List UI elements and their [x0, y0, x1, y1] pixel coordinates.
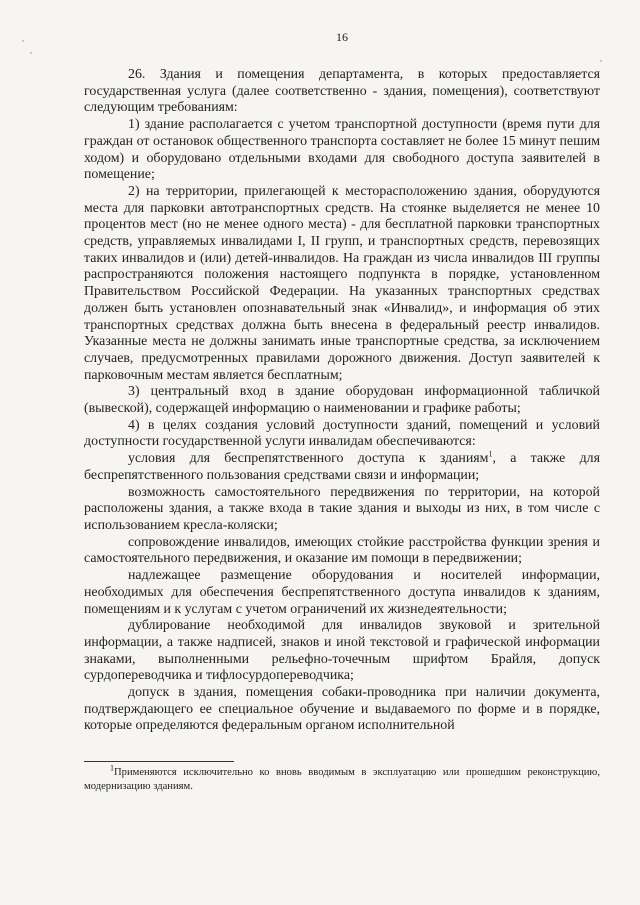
- conditions-lead: условия для беспрепятственного доступа к зданиям: [128, 451, 489, 467]
- footnote-divider: [84, 761, 234, 762]
- paragraph-item-4: 4) в целях создания условий доступности зданий, помещений и условий доступности государственной услуги инвалидам обеспечиваются:: [84, 417, 600, 450]
- paragraph-conditions: [84, 451, 600, 484]
- paragraph-movement: возможность самостоятельного передвижения по территории, на которой расположены здания, а также входа в такие здания и выходы из них, в том числе с использованием кресла-коляски;: [84, 484, 600, 533]
- paragraph-duplication: дублирование необходимой для инвалидов звуковой и зрительной информации, а также надписей, знаков и иной текстовой и графической информации знаками, выполненными рельефно-точечным шрифтом Брайля, допуск сурдопереводчика и тифлосурдопереводчика;: [84, 618, 600, 684]
- footnote-mark: 1: [110, 763, 114, 773]
- scan-speck: [22, 40, 24, 42]
- page-number: 16: [336, 30, 348, 44]
- footnote: [84, 763, 600, 793]
- paragraph-guide-dog: допуск в здания, помещения собаки-проводника при наличии документа, подтверждающего ее специальное обучение и выдаваемого по форме и в порядке, которые определяются федеральным органом исполнительной: [84, 685, 600, 734]
- scan-speck: [600, 60, 602, 62]
- paragraph-item-3: 3) центральный вход в здание оборудован информационной табличкой (вывеской), содержащей информацию о наименовании и графике работы;: [84, 384, 600, 417]
- paragraph-equipment: надлежащее размещение оборудования и носителей информации, необходимых для обеспечения беспрепятственного доступа инвалидов к зданиям, помещениям и к услугам с учетом ограничений их жизнедеятельности;: [84, 568, 600, 617]
- body-text: [84, 67, 600, 735]
- footnote-text: Применяются исключительно ко вновь вводимым в эксплуатацию или прошедшим реконструкцию, модернизацию зданиям.: [84, 767, 600, 792]
- paragraph-escort: сопровождение инвалидов, имеющих стойкие расстройства функции зрения и самостоятельного передвижения, и оказание им помощи в передвижении;: [84, 534, 600, 567]
- footnote-reference: 1: [488, 449, 493, 459]
- paragraph-26: 26. Здания и помещения департамента, в которых предоставляется государственная услуга (далее соответственно - здания, помещения), соответствуют следующим требованиям:: [84, 67, 600, 116]
- paragraph-item-1: 1) здание располагается с учетом транспортной доступности (время пути для граждан от остановок общественного транспорта составляет не более 15 минут пешим ходом) и оборудовано отдельными входами для свободного доступа заявителей в помещение;: [84, 117, 600, 183]
- paragraph-item-2: 2) на территории, прилегающей к месторасположению здания, оборудуются места для парковки автотранспортных средств. На стоянке выделяется не менее 10 процентов мест (но не менее одного места) - для бесплатной парковки транспортных средств, управляемых инвалидами I, II групп, и транспортных средств, перевозящих таких инвалидов и (или) детей-инвалидов. На граждан из числа инвалидов III группы распространяются положения настоящего подпункта в порядке, установленном Правительством Российской Федерации. На указанных транспортных средствах должен быть установлен опознавательный знак «Инвалид», и информация об этих транспортных средствах должна быть внесена в федеральный реестр инвалидов. Указанные места не должны занимать иные транспортные средства, за исключением случаев, предусмотренных правилами дорожного движения. Доступ заявителей к парковочным местам является бесплатным;: [84, 183, 600, 383]
- scan-speck: [30, 52, 32, 54]
- conditions-tail: , а также для беспрепятственного пользования средствами связи и информации;: [84, 451, 600, 483]
